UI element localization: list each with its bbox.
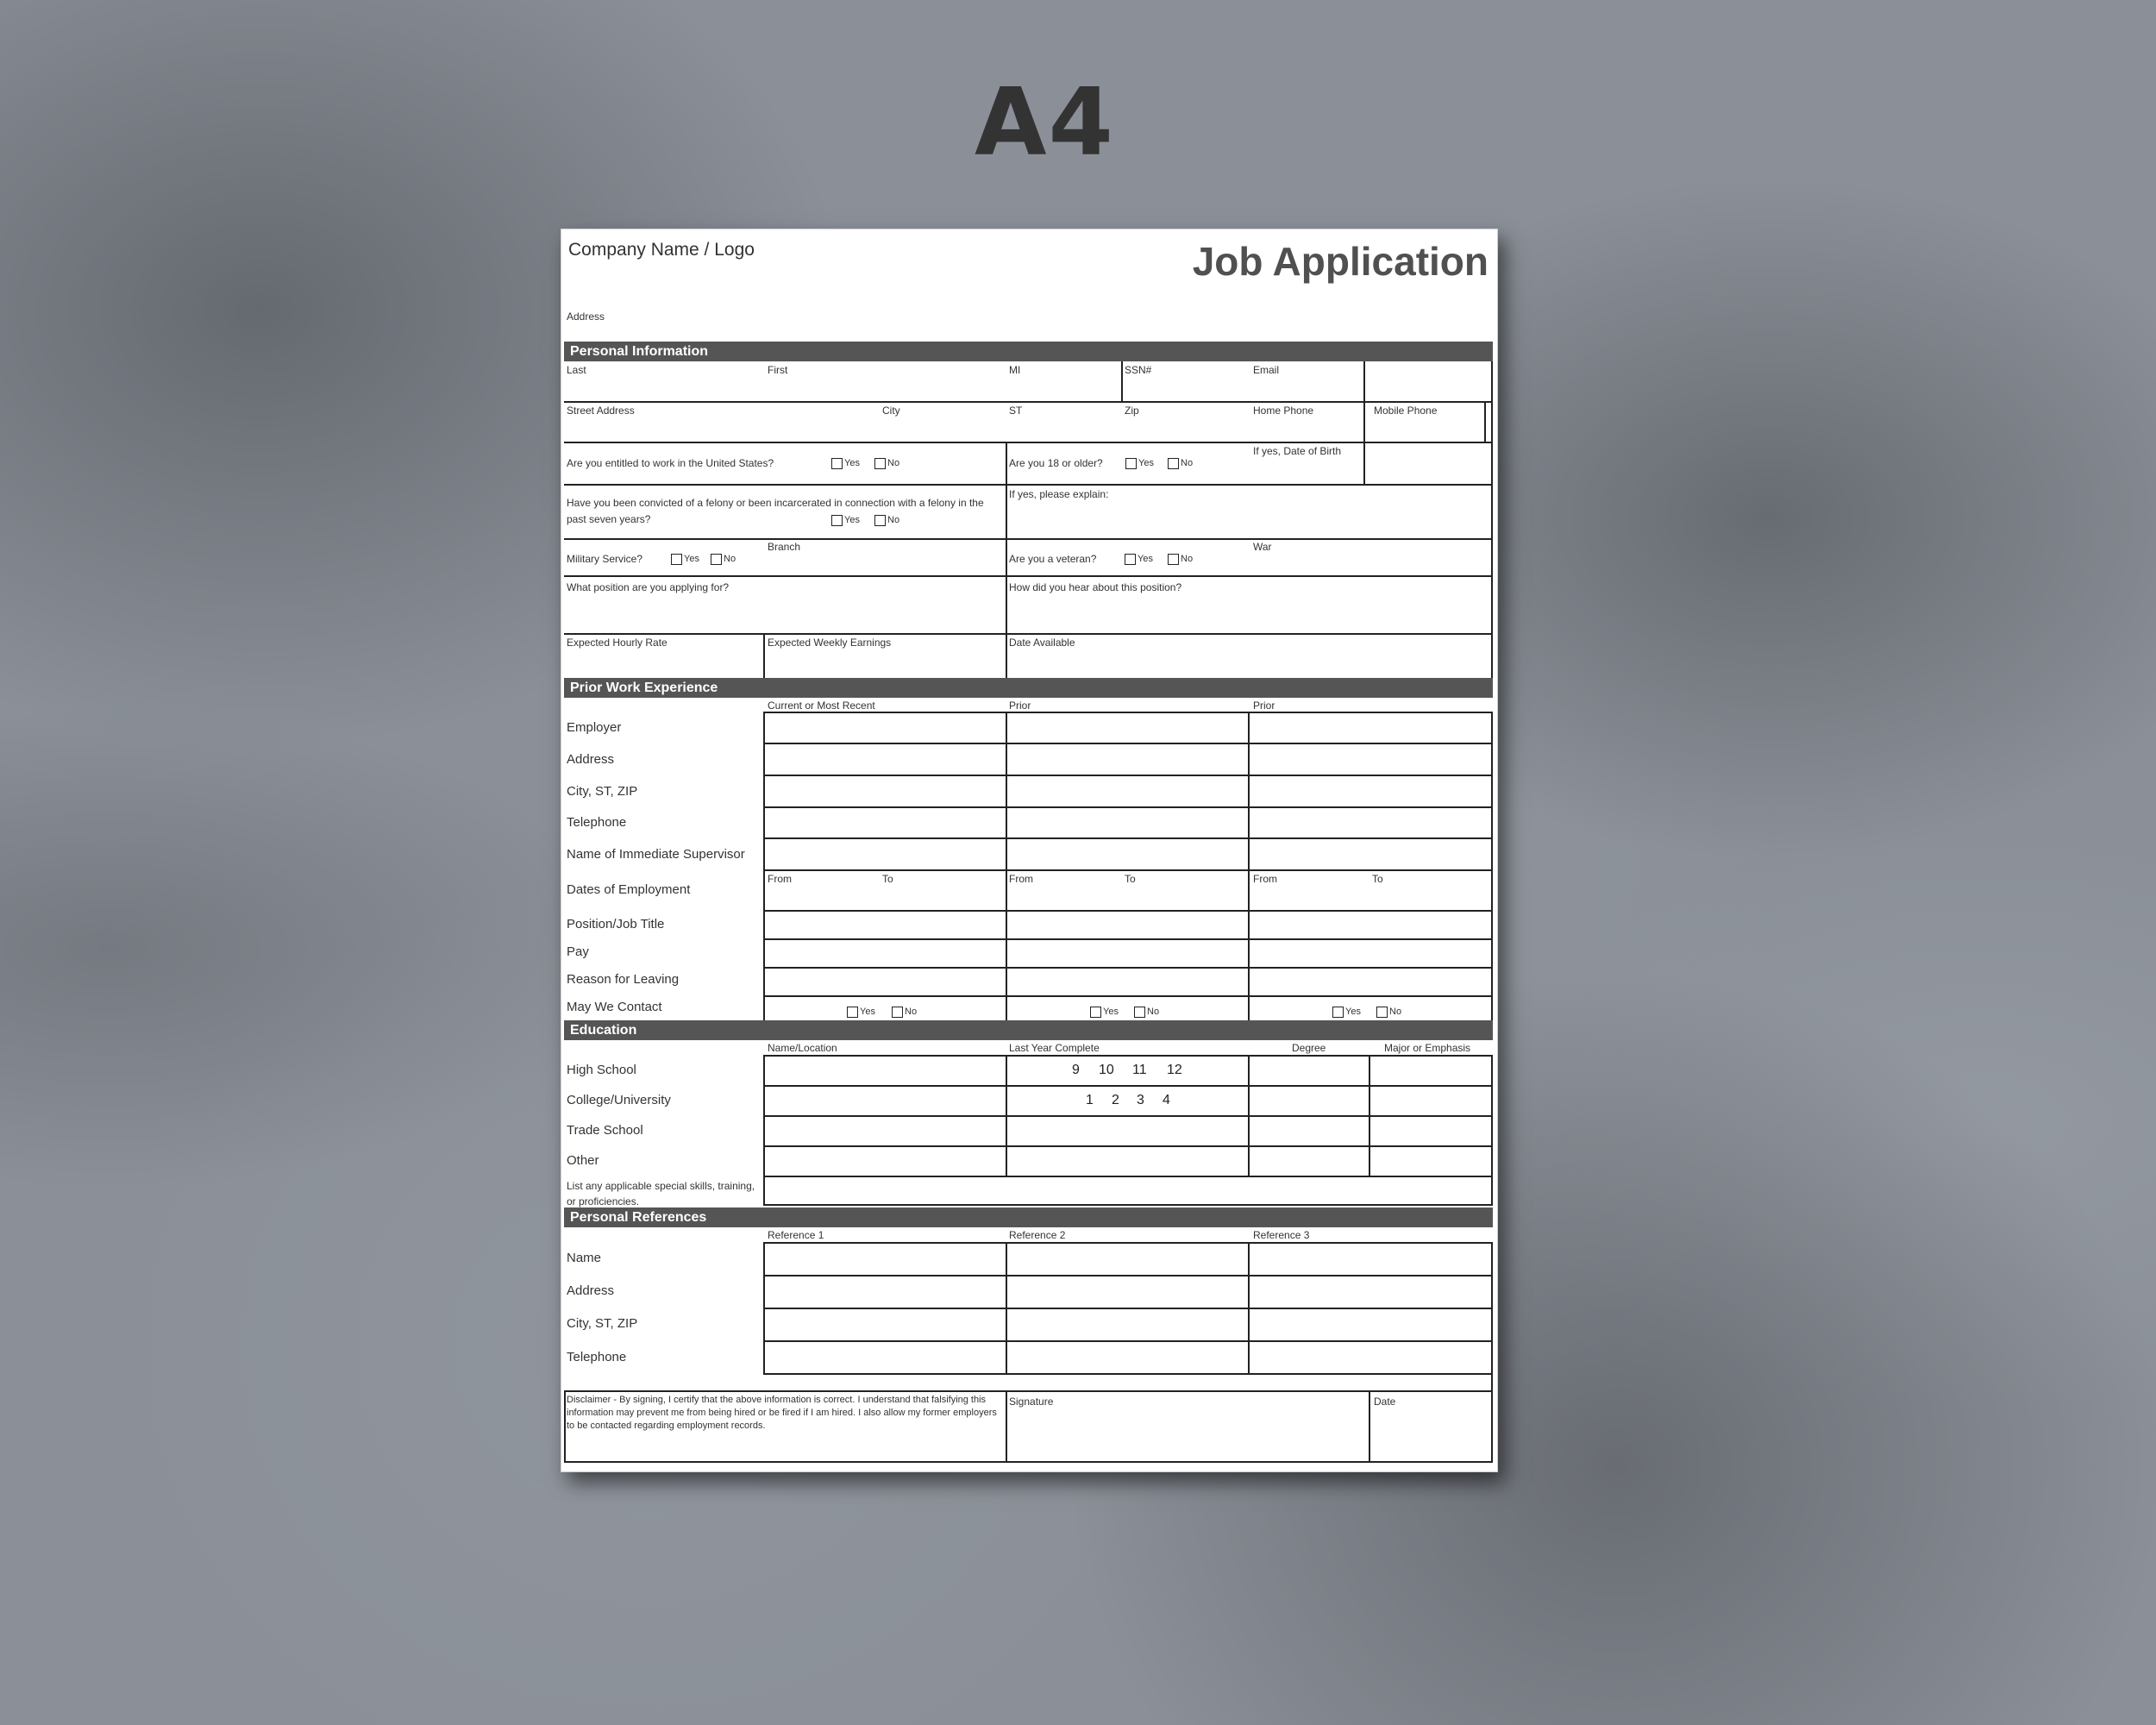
- contact-current-yes-checkbox[interactable]: [847, 1007, 858, 1018]
- to-label: To: [882, 873, 893, 885]
- work-authorization-no-checkbox[interactable]: [874, 458, 886, 469]
- military-no-checkbox[interactable]: [711, 554, 722, 565]
- ref-row-city-st-zip: City, ST, ZIP: [567, 1316, 638, 1331]
- no-label: No: [1181, 458, 1194, 468]
- section-title-personal: Personal Information: [570, 344, 709, 359]
- date-available-label: Date Available: [1009, 637, 1075, 649]
- yes-label: Yes: [1345, 1007, 1361, 1017]
- ssn-label: SSN#: [1125, 364, 1152, 376]
- expected-hourly-rate-label: Expected Hourly Rate: [567, 637, 667, 649]
- reference-column-2: Reference 2: [1009, 1229, 1066, 1241]
- reference-column-3: Reference 3: [1253, 1229, 1310, 1241]
- work-row-position: Position/Job Title: [567, 917, 665, 932]
- mobile-phone-label: Mobile Phone: [1374, 405, 1438, 417]
- veteran-no-checkbox[interactable]: [1168, 554, 1179, 565]
- how-did-you-hear-label: How did you hear about this position?: [1009, 581, 1182, 593]
- war-label: War: [1253, 541, 1272, 553]
- work-authorization-question: Are you entitled to work in the United States?: [567, 457, 774, 469]
- yes-label: Yes: [1138, 554, 1153, 564]
- contact-prior2-no-checkbox[interactable]: [1376, 1007, 1388, 1018]
- job-application-form: [564, 232, 1493, 1463]
- college-year-1[interactable]: 1: [1086, 1093, 1094, 1107]
- work-column-prior-1: Prior: [1009, 699, 1031, 712]
- hs-year-12[interactable]: 12: [1167, 1063, 1182, 1077]
- college-year-4[interactable]: 4: [1163, 1093, 1170, 1107]
- mi-label: MI: [1009, 364, 1021, 376]
- yes-label: Yes: [1103, 1007, 1119, 1017]
- zip-label: Zip: [1125, 405, 1139, 417]
- section-bar-work: [564, 678, 1493, 698]
- age-no-checkbox[interactable]: [1168, 458, 1179, 469]
- skills-field[interactable]: [763, 1176, 1493, 1206]
- disclaimer-text: Disclaimer - By signing, I certify that the above information is correct. I understand that falsifying this information may prevent me from being hired or be fired if I am hired. I also allow my former employers to be contacted regarding employment records.: [567, 1395, 997, 1431]
- college-year-2[interactable]: 2: [1112, 1093, 1119, 1107]
- veteran-yes-checkbox[interactable]: [1125, 554, 1136, 565]
- work-row-reason-leaving: Reason for Leaving: [567, 972, 680, 987]
- company-address-label: Address: [567, 310, 605, 323]
- no-label: No: [887, 515, 900, 525]
- city-label: City: [882, 405, 900, 417]
- age-yes-checkbox[interactable]: [1125, 458, 1137, 469]
- military-yes-checkbox[interactable]: [671, 554, 682, 565]
- felony-yes-checkbox[interactable]: [831, 515, 843, 526]
- contact-prior1-yes-checkbox[interactable]: [1090, 1007, 1101, 1018]
- home-phone-label: Home Phone: [1253, 405, 1314, 417]
- section-title-education: Education: [570, 1023, 637, 1038]
- military-service-question: Military Service?: [567, 553, 643, 565]
- work-row-employer: Employer: [567, 720, 622, 735]
- contact-prior1-no-checkbox[interactable]: [1134, 1007, 1145, 1018]
- expected-weekly-earnings-label: Expected Weekly Earnings: [768, 637, 892, 649]
- work-row-pay: Pay: [567, 944, 589, 959]
- section-bar-education: [564, 1020, 1493, 1040]
- contact-current-no-checkbox[interactable]: [892, 1007, 903, 1018]
- veteran-question: Are you a veteran?: [1009, 553, 1097, 565]
- reference-column-1: Reference 1: [768, 1229, 824, 1241]
- paper-size-label: A4: [975, 69, 1115, 177]
- felony-question-line1: Have you been convicted of a felony or been incarcerated in connection with a felony in the: [567, 497, 984, 509]
- yes-label: Yes: [1138, 458, 1154, 468]
- edu-row-other: Other: [567, 1153, 599, 1168]
- section-bar-references: [564, 1208, 1493, 1227]
- last-name-label: Last: [567, 364, 586, 376]
- state-label: ST: [1009, 405, 1023, 417]
- work-authorization-yes-checkbox[interactable]: [831, 458, 843, 469]
- no-label: No: [905, 1007, 918, 1017]
- position-applying-label: What position are you applying for?: [567, 581, 730, 593]
- skills-label-line2: or proficiencies.: [567, 1195, 640, 1208]
- hs-year-11[interactable]: 11: [1132, 1063, 1147, 1077]
- work-row-supervisor: Name of Immediate Supervisor: [567, 847, 745, 862]
- section-title-work: Prior Work Experience: [570, 681, 718, 695]
- ref-row-telephone: Telephone: [567, 1350, 627, 1364]
- date-of-birth-label: If yes, Date of Birth: [1253, 445, 1342, 457]
- work-row-city-st-zip: City, ST, ZIP: [567, 784, 638, 799]
- work-column-prior-2: Prior: [1253, 699, 1275, 712]
- edu-column-degree: Degree: [1292, 1042, 1326, 1054]
- street-address-label: Street Address: [567, 405, 635, 417]
- no-label: No: [1389, 1007, 1402, 1017]
- edu-row-college: College/University: [567, 1093, 671, 1107]
- section-bar-personal: [564, 342, 1493, 361]
- edu-column-major: Major or Emphasis: [1384, 1042, 1471, 1054]
- hs-year-10[interactable]: 10: [1099, 1063, 1114, 1077]
- ref-row-address: Address: [567, 1283, 615, 1298]
- work-row-address: Address: [567, 752, 615, 767]
- skills-label-line1: List any applicable special skills, training,: [567, 1180, 755, 1192]
- to-label: To: [1125, 873, 1136, 885]
- from-label: From: [1009, 873, 1033, 885]
- signature-label: Signature: [1009, 1396, 1054, 1408]
- from-label: From: [768, 873, 792, 885]
- edu-column-last-year: Last Year Complete: [1009, 1042, 1100, 1054]
- yes-label: Yes: [844, 458, 860, 468]
- college-year-3[interactable]: 3: [1137, 1093, 1144, 1107]
- yes-label: Yes: [844, 515, 860, 525]
- felony-explain-label: If yes, please explain:: [1009, 488, 1109, 500]
- date-label: Date: [1374, 1396, 1396, 1408]
- edu-row-high-school: High School: [567, 1063, 636, 1077]
- work-column-current: Current or Most Recent: [768, 699, 875, 712]
- section-title-references: Personal References: [570, 1210, 707, 1225]
- branch-label: Branch: [768, 541, 801, 553]
- company-name: Company Name / Logo: [568, 240, 755, 260]
- hs-year-9[interactable]: 9: [1072, 1063, 1080, 1077]
- to-label: To: [1372, 873, 1383, 885]
- ref-row-name: Name: [567, 1251, 602, 1265]
- no-label: No: [724, 554, 736, 564]
- first-name-label: First: [768, 364, 788, 376]
- edu-column-name-location: Name/Location: [768, 1042, 837, 1054]
- yes-label: Yes: [860, 1007, 875, 1017]
- job-application-sheet: [561, 229, 1498, 1472]
- no-label: No: [887, 458, 900, 468]
- yes-label: Yes: [684, 554, 699, 564]
- felony-question-line2: past seven years?: [567, 513, 651, 525]
- edu-row-trade-school: Trade School: [567, 1123, 643, 1138]
- contact-prior2-yes-checkbox[interactable]: [1332, 1007, 1344, 1018]
- from-label: From: [1253, 873, 1277, 885]
- age-question: Are you 18 or older?: [1009, 457, 1103, 469]
- form-title: Job Application: [1192, 239, 1489, 284]
- work-row-telephone: Telephone: [567, 815, 627, 830]
- work-row-may-contact: May We Contact: [567, 1000, 662, 1014]
- email-label: Email: [1253, 364, 1280, 376]
- work-row-dates: Dates of Employment: [567, 882, 691, 897]
- no-label: No: [1147, 1007, 1160, 1017]
- no-label: No: [1181, 554, 1194, 564]
- felony-no-checkbox[interactable]: [874, 515, 886, 526]
